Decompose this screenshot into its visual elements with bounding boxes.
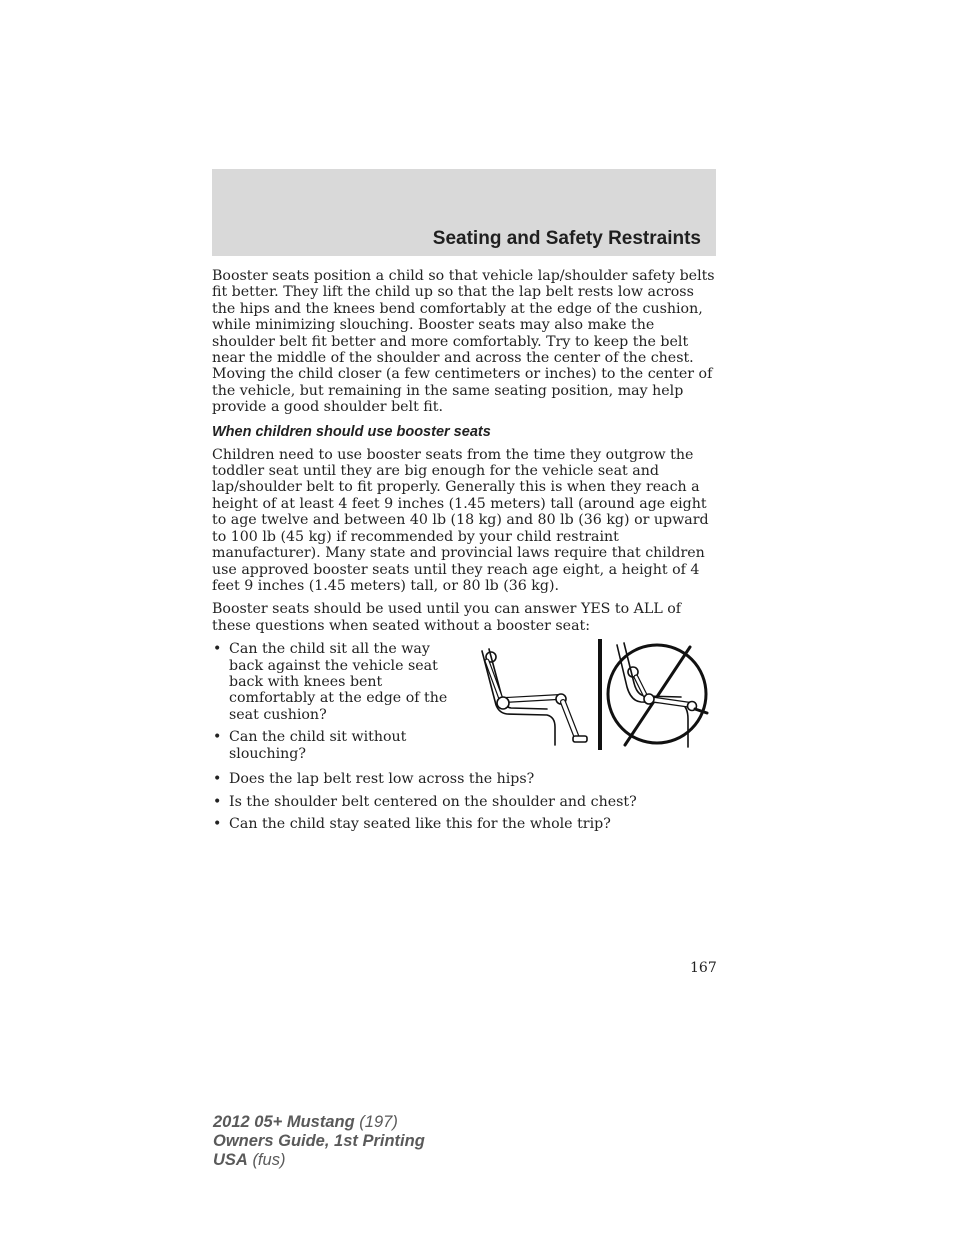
list-item: • Can the child sit without slouching? <box>212 729 467 762</box>
page-content <box>212 268 718 838</box>
child-seated-correctly-icon <box>482 649 587 745</box>
page-number: 167 <box>690 960 717 976</box>
footer-model-code: (197) <box>359 1113 398 1131</box>
subheading-booster-seats: When children should use booster seats <box>212 423 491 440</box>
intro-paragraph: Booster seats position a child so that vehicle lap/shoulder safety belts fit better. They lift the child up so that the lap belt rests low across the hips and the knees bend comfortably at the edge of the cushion, while minimizing slouching. Booster seats may also make the shoulder belt fit better and more comfortably. Try to keep the belt near the middle of the shoulder and across the center of the chest. Moving the child closer (a few centimeters or inches) to the center of the vehicle, but remaining in the same seating position, may help provide a good shoulder belt fit. <box>212 268 715 416</box>
list-item: • Is the shoulder belt centered on the shoulder and chest? <box>212 794 718 810</box>
footer-guide: Owners Guide, 1st Printing <box>213 1132 425 1150</box>
child-slouching-prohibited-icon <box>608 643 707 747</box>
footer-market-code: (fus) <box>252 1151 286 1169</box>
document-footer <box>213 1113 425 1170</box>
footer-market: USA <box>213 1151 248 1169</box>
footer-line-guide <box>213 1132 425 1151</box>
bullets-with-figure <box>212 641 718 765</box>
footer-model: 2012 05+ Mustang <box>213 1113 355 1131</box>
booster-questions-intro: Booster seats should be used until you can answer YES to ALL of these questions when seated without a booster seat: <box>212 601 682 634</box>
section-title: Seating and Safety Restraints <box>432 228 701 249</box>
booster-requirements-paragraph: Children need to use booster seats from the time they outgrow the toddler seat until they are big enough for the vehicle seat and lap/shoulder belt to fit properly. Generally this is when they reach a height of at least 4 feet 9 inches (1.45 meters) tall (around age eight to age twelve and between 40 lb (18 kg) and 80 lb (36 kg) or upward to 100 lb (45 kg) if recommended by your child restraint manufacturer). Many state and provincial laws require that children use approved booster seats until they reach age eight, a height of 4 feet 9 inches (1.45 meters) tall, or 80 lb (36 kg). <box>212 446 709 594</box>
seating-position-illustration <box>477 637 722 752</box>
divider <box>598 639 602 750</box>
list-item: • Can the child stay seated like this for the whole trip? <box>212 816 718 832</box>
question-list-bottom <box>212 771 718 832</box>
footer-line-market <box>213 1151 425 1170</box>
section-header-band <box>212 169 716 256</box>
list-item: • Can the child sit all the way back against the vehicle seat back with knees bent comfortably at the edge of the seat cushion? <box>212 641 467 723</box>
question-list-top <box>212 641 467 768</box>
footer-line-model <box>213 1113 425 1132</box>
list-item: • Does the lap belt rest low across the hips? <box>212 771 718 787</box>
